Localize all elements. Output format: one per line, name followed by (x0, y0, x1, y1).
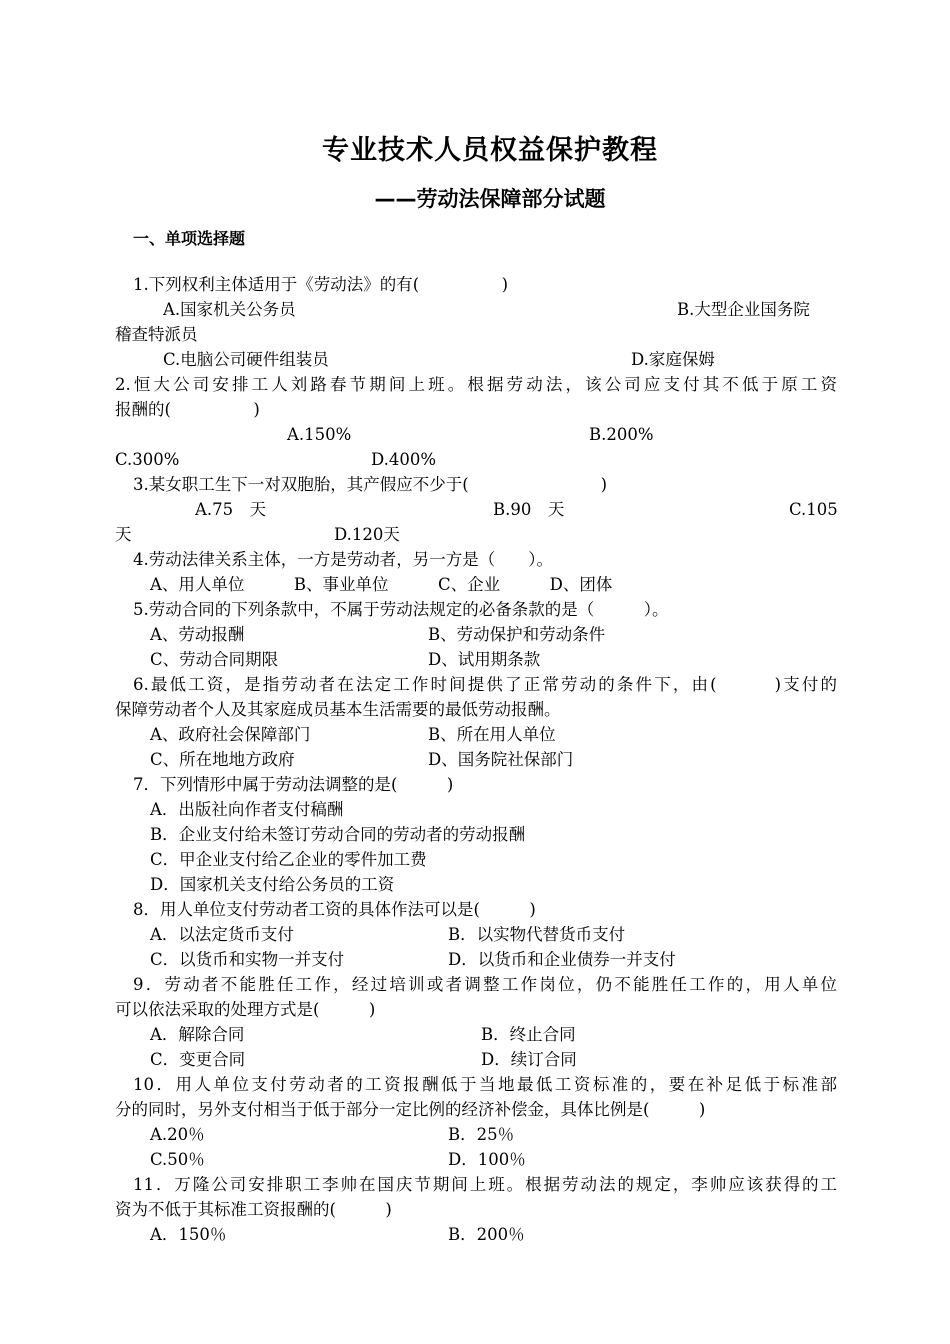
option-3d: D.120天 (334, 525, 400, 544)
option-3c: C.105 (789, 500, 838, 519)
option-1d: D.家庭保姆 (631, 350, 715, 369)
option-10c: C.50％ (150, 1150, 205, 1169)
option-11b: B．200％ (448, 1225, 525, 1244)
option-9d: D．续订合同 (481, 1050, 577, 1069)
question-10-line-1: 10．用人单位支付劳动者的工资报酬低于当地最低工资标准的，要在补足低于标准部 (133, 1075, 837, 1094)
option-5d: D、试用期条款 (428, 650, 541, 669)
option-1b: B.大型企业国务院 (677, 300, 810, 319)
option-7b: B．企业支付给未签订劳动合同的劳动者的劳动报酬 (150, 825, 526, 844)
question-10-line-2: 分的同时，另外支付相当于低于部分一定比例的经济补偿金，具体比例是( ) (115, 1100, 706, 1119)
option-7c: C．甲企业支付给乙企业的零件加工费 (150, 850, 427, 869)
option-2a: A.150% (287, 425, 352, 444)
option-1c: C.电脑公司硬件组装员 (163, 350, 329, 369)
option-5c: C、劳动合同期限 (150, 650, 279, 669)
document-title: 专业技术人员权益保护教程 (322, 135, 658, 166)
option-9a: A．解除合同 (150, 1025, 245, 1044)
option-3c-cont: 天 (115, 525, 132, 544)
option-2b: B.200% (589, 425, 654, 444)
option-2d: D.400% (371, 450, 437, 469)
option-3a: A.75 天 (195, 500, 267, 519)
option-8d: D．以货币和企业债券一并支付 (448, 950, 676, 969)
question-6-line-2: 保障劳动者个人及其家庭成员基本生活需要的最低劳动报酬。 (115, 700, 561, 719)
option-3b: B.90 天 (493, 500, 565, 519)
question-9-line-2: 可以依法采取的处理方式是( ) (115, 1000, 376, 1019)
option-6d: D、国务院社保部门 (428, 750, 574, 769)
question-1: 1.下列权利主体适用于《劳动法》的有( ) (133, 275, 509, 294)
option-2c: C.300% (115, 450, 180, 469)
question-6-line-1: 6.最低工资，是指劳动者在法定工作时间提供了正常劳动的条件下，由( )支付的 (133, 675, 837, 694)
question-3: 3.某女职工生下一对双胞胎，其产假应不少于( ) (133, 475, 608, 494)
question-2-line-2: 报酬的( ) (115, 400, 260, 419)
section-heading: 一、单项选择题 (133, 229, 246, 248)
question-2-line-1: 2.恒大公司安排工人刘路春节期间上班。根据劳动法，该公司应支付其不低于原工资 (115, 375, 837, 394)
option-6a: A、政府社会保障部门 (150, 725, 311, 744)
option-7d: D．国家机关支付给公务员的工资 (150, 875, 395, 894)
option-10d: D．100％ (448, 1150, 526, 1169)
options-4: A、用人单位 B、事业单位 C、企业 D、团体 (150, 575, 613, 594)
question-11-line-2: 资为不低于其标准工资报酬的( ) (115, 1200, 392, 1219)
option-1b-cont: 稽查特派员 (115, 325, 198, 344)
document-subtitle: ——劳动法保障部分试题 (374, 187, 606, 211)
option-1a: A.国家机关公务员 (163, 300, 296, 319)
option-8a: A．以法定货币支付 (150, 925, 294, 944)
question-9-line-1: 9．劳动者不能胜任工作，经过培训或者调整工作岗位，仍不能胜任工作的，用人单位 (133, 975, 837, 994)
option-9b: B．终止合同 (481, 1025, 576, 1044)
option-5a: A、劳动报酬 (150, 625, 245, 644)
option-7a: A．出版社向作者支付稿酬 (150, 800, 344, 819)
option-10a: A.20％ (150, 1125, 205, 1144)
question-4: 4.劳动法律关系主体，一方是劳动者，另一方是（ ）。 (133, 550, 553, 569)
option-8c: C．以货币和实物一并支付 (150, 950, 345, 969)
option-5b: B、劳动保护和劳动条件 (428, 625, 606, 644)
option-9c: C．变更合同 (150, 1050, 246, 1069)
question-5: 5.劳动合同的下列条款中，不属于劳动法规定的必备条款的是（ ）。 (133, 600, 669, 619)
question-11-line-1: 11．万隆公司安排职工李帅在国庆节期间上班。根据劳动法的规定，李帅应该获得的工 (133, 1175, 837, 1194)
option-11a: A．150％ (150, 1225, 227, 1244)
option-6b: B、所在用人单位 (428, 725, 556, 744)
option-6c: C、所在地地方政府 (150, 750, 295, 769)
option-10b: B．25％ (448, 1125, 515, 1144)
question-8: 8．用人单位支付劳动者工资的具体作法可以是( ) (133, 900, 536, 919)
question-7: 7．下列情形中属于劳动法调整的是( ) (133, 775, 454, 794)
option-8b: B．以实物代替货币支付 (448, 925, 626, 944)
